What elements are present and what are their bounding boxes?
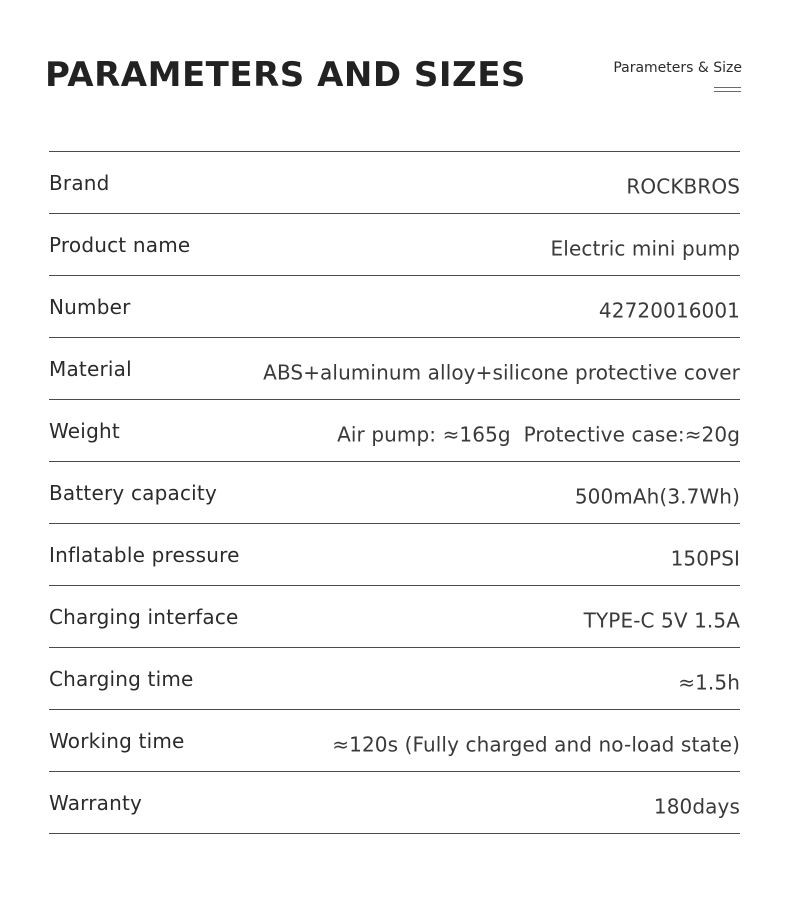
spec-value: ≈1.5h	[678, 670, 740, 695]
spec-label: Weight	[49, 418, 120, 443]
spec-row-brand	[49, 152, 740, 214]
spec-value: 180days	[653, 794, 740, 819]
spec-row-weight	[49, 400, 740, 462]
page-title: PARAMETERS AND SIZES	[45, 55, 526, 95]
spec-table	[49, 151, 740, 834]
spec-value: ABS+aluminum alloy+silicone protective cover	[263, 360, 740, 385]
spec-value: Air pump: ≈165g Protective case:≈20g	[337, 422, 740, 447]
spec-label: Number	[49, 294, 131, 319]
spec-row-number	[49, 276, 740, 338]
spec-row-charging-interface	[49, 586, 740, 648]
spec-row-charging-time	[49, 648, 740, 710]
spec-label: Warranty	[49, 790, 143, 815]
spec-row-battery-capacity	[49, 462, 740, 524]
page-subtitle: Parameters & Size	[613, 60, 742, 76]
spec-row-inflatable-pressure	[49, 524, 740, 586]
spec-value: ≈120s (Fully charged and no-load state)	[332, 732, 740, 757]
spec-value: TYPE-C 5V 1.5A	[583, 608, 740, 633]
subtitle-decoration	[714, 87, 741, 93]
spec-label: Charging time	[49, 666, 194, 691]
spec-row-working-time	[49, 710, 740, 772]
spec-value: ROCKBROS	[626, 174, 740, 199]
spec-row-material	[49, 338, 740, 400]
spec-value: 150PSI	[670, 546, 740, 571]
spec-label: Charging interface	[49, 604, 239, 629]
spec-label: Brand	[49, 170, 110, 195]
spec-label: Product name	[49, 232, 191, 257]
spec-label: Material	[49, 356, 132, 381]
spec-value: Electric mini pump	[550, 236, 740, 261]
spec-label: Inflatable pressure	[49, 542, 240, 567]
spec-value: 500mAh(3.7Wh)	[574, 484, 740, 509]
spec-row-product-name	[49, 214, 740, 276]
spec-row-warranty	[49, 772, 740, 834]
spec-value: 42720016001	[598, 298, 740, 323]
spec-label: Battery capacity	[49, 480, 218, 505]
spec-label: Working time	[49, 728, 185, 753]
